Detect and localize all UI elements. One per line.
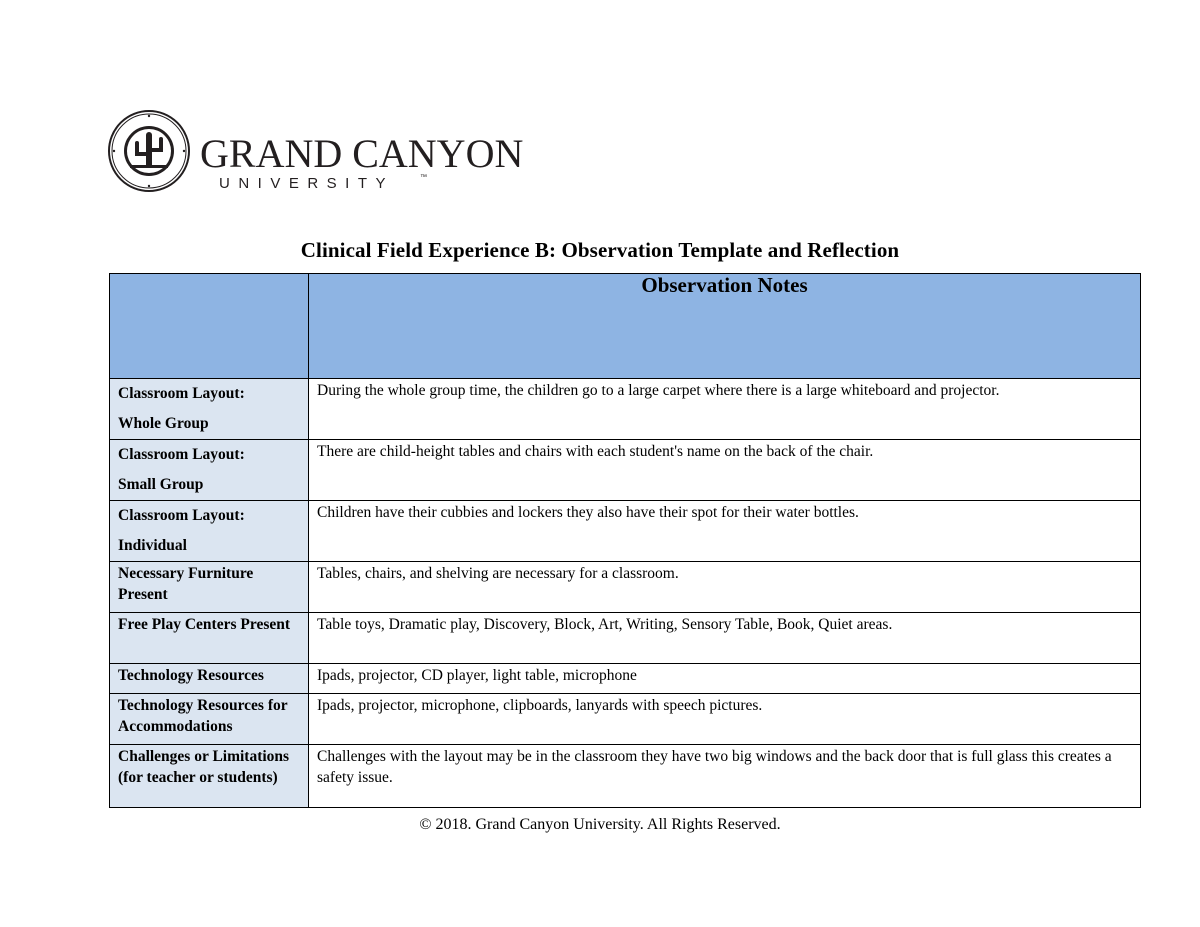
gcu-logo <box>108 108 524 194</box>
logo-name-line2: UNIVERSITY <box>219 175 395 192</box>
table-row <box>110 562 1141 613</box>
row-label <box>110 440 309 501</box>
row-note: Table toys, Dramatic play, Discovery, Block, Art, Writing, Sensory Table, Book, Quiet areas. <box>309 613 1141 664</box>
row-label: Technology Resources for Accommodations <box>110 694 309 745</box>
table-row <box>110 501 1141 562</box>
table-row <box>110 694 1141 745</box>
row-note: Ipads, projector, CD player, light table, microphone <box>309 664 1141 694</box>
header-observation-notes: Observation Notes <box>309 274 1141 379</box>
row-label-line2: Whole Group <box>118 415 209 432</box>
row-label: Free Play Centers Present <box>110 613 309 664</box>
table-row <box>110 440 1141 501</box>
row-note: Ipads, projector, microphone, clipboards, lanyards with speech pictures. <box>309 694 1141 745</box>
row-label-line1: Classroom Layout: <box>118 385 245 402</box>
row-label-line1: Classroom Layout: <box>118 446 245 463</box>
row-note: Tables, chairs, and shelving are necessary for a classroom. <box>309 562 1141 613</box>
table-row <box>110 664 1141 694</box>
table-row <box>110 745 1141 808</box>
row-label: Challenges or Limitations (for teacher or students) <box>110 745 309 808</box>
row-note: During the whole group time, the children go to a large carpet where there is a large whiteboard and projector. <box>309 379 1141 440</box>
row-label-line2: Individual <box>118 537 187 554</box>
table-row <box>110 379 1141 440</box>
row-label <box>110 379 309 440</box>
table-header-row <box>110 274 1141 379</box>
row-note: Children have their cubbies and lockers they also have their spot for their water bottles. <box>309 501 1141 562</box>
row-label-line1: Classroom Layout: <box>118 507 245 524</box>
document-title: Clinical Field Experience B: Observation Template and Reflection <box>300 238 900 262</box>
row-note: There are child-height tables and chairs with each student's name on the back of the chair. <box>309 440 1141 501</box>
row-label: Necessary Furniture Present <box>110 562 309 613</box>
logo-trademark: ™ <box>420 174 427 181</box>
row-label <box>110 501 309 562</box>
row-note: Challenges with the layout may be in the classroom they have two big windows and the back door that is full glass this creates a safety issue. <box>309 745 1141 808</box>
logo-name-line1: GRAND CANYON <box>200 131 524 176</box>
observation-table <box>109 273 1141 808</box>
table-row <box>110 613 1141 664</box>
row-label-line2: Small Group <box>118 476 204 493</box>
copyright-footer: © 2018. Grand Canyon University. All Rights Reserved. <box>419 816 781 833</box>
row-label: Technology Resources <box>110 664 309 694</box>
gcu-seal-icon <box>108 108 524 194</box>
header-blank-cell <box>110 274 309 379</box>
